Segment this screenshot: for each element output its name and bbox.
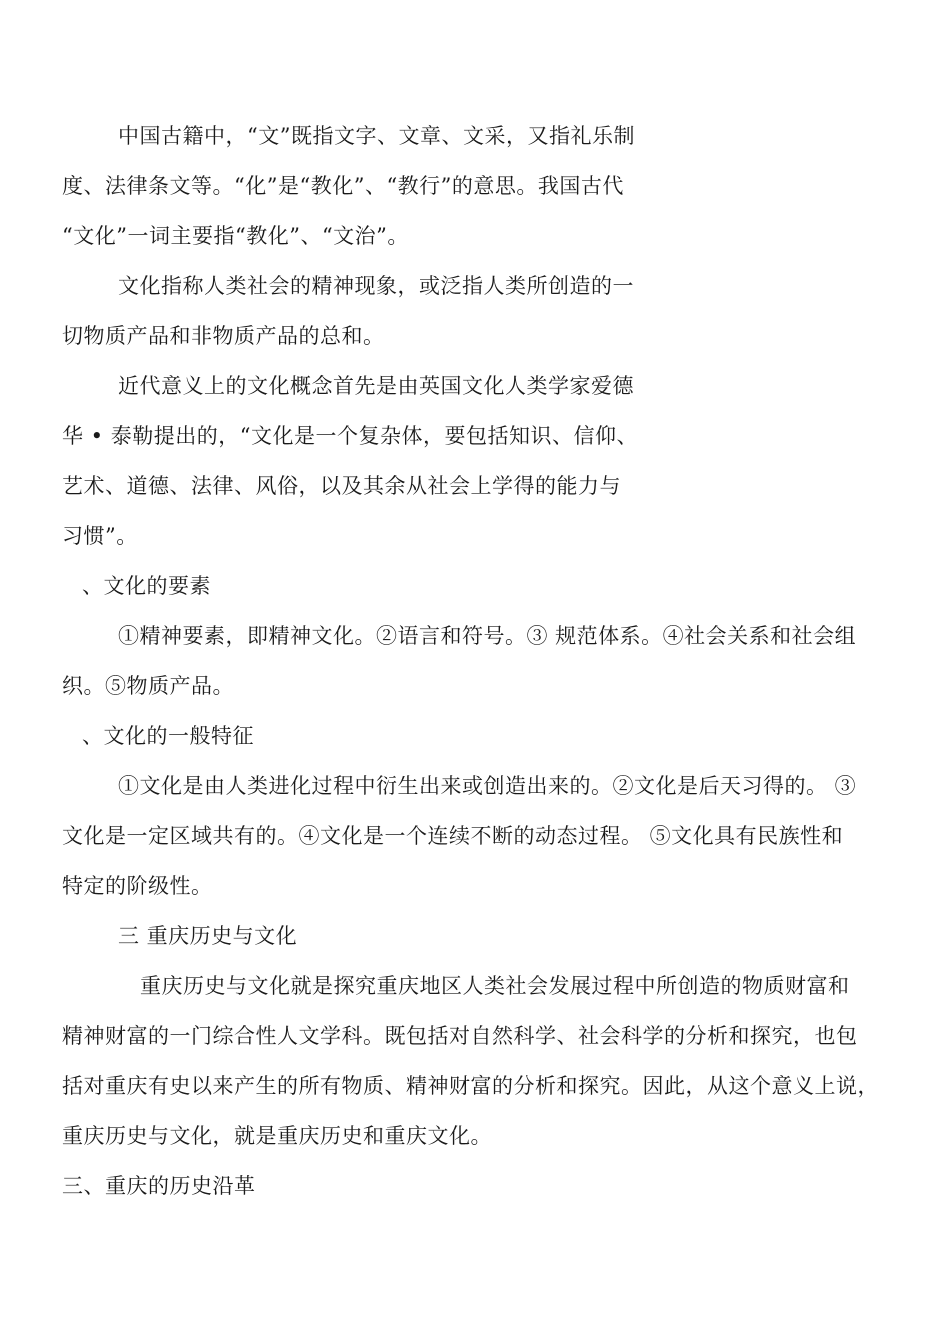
- text-line: “文化”一词主要指“教化”、“文治”。: [62, 224, 409, 248]
- text-line: 精神财富的一门综合性人文学科。既包括对自然科学、社会科学的分析和探究，也包: [62, 1024, 858, 1048]
- text-line: 艺术、道德、法律、风俗，以及其余从社会上学得的能力与: [62, 474, 621, 498]
- text-line: 织。⑤物质产品。: [62, 674, 234, 698]
- text-line: 重庆历史与文化就是探究重庆地区人类社会发展过程中所创造的物质财富和: [140, 974, 850, 998]
- text-line: 文化指称人类社会的精神现象，或泛指人类所创造的一: [118, 274, 634, 298]
- text-line: 文化是一定区域共有的。④文化是一个连续不断的动态过程。 ⑤文化具有民族性和: [62, 824, 844, 848]
- text-line: 重庆历史与文化，就是重庆历史和重庆文化。: [62, 1124, 492, 1148]
- section-heading: 、文化的要素: [82, 574, 211, 598]
- text-line: ①文化是由人类进化过程中衍生出来或创造出来的。②文化是后天习得的。 ③: [118, 774, 857, 798]
- text-line: 度、法律条文等。“化”是“教化”、“教行”的意思。我国古代: [62, 174, 624, 198]
- text-line: 习惯”。: [62, 524, 138, 548]
- text-line: ①精神要素，即精神文化。②语言和符号。③ 规范体系。④社会关系和社会组: [118, 624, 857, 648]
- text-line: 切物质产品和非物质产品的总和。: [62, 324, 385, 348]
- section-heading: 三、重庆的历史沿革: [62, 1174, 256, 1198]
- text-line: 华 • 泰勒提出的，“文化是一个复杂体，要包括知识、信仰、: [62, 424, 638, 448]
- text-line: 中国古籍中，“文”既指文字、文章、文采，又指礼乐制: [118, 124, 635, 148]
- text-line: 括对重庆有史以来产生的所有物质、精神财富的分析和探究。因此，从这个意义上说，: [62, 1074, 879, 1098]
- section-heading: 、文化的一般特征: [82, 724, 254, 748]
- section-heading: 三 重庆历史与文化: [118, 924, 298, 948]
- text-line: 近代意义上的文化概念首先是由英国文化人类学家爱德: [118, 374, 634, 398]
- text-line: 特定的阶级性。: [62, 874, 213, 898]
